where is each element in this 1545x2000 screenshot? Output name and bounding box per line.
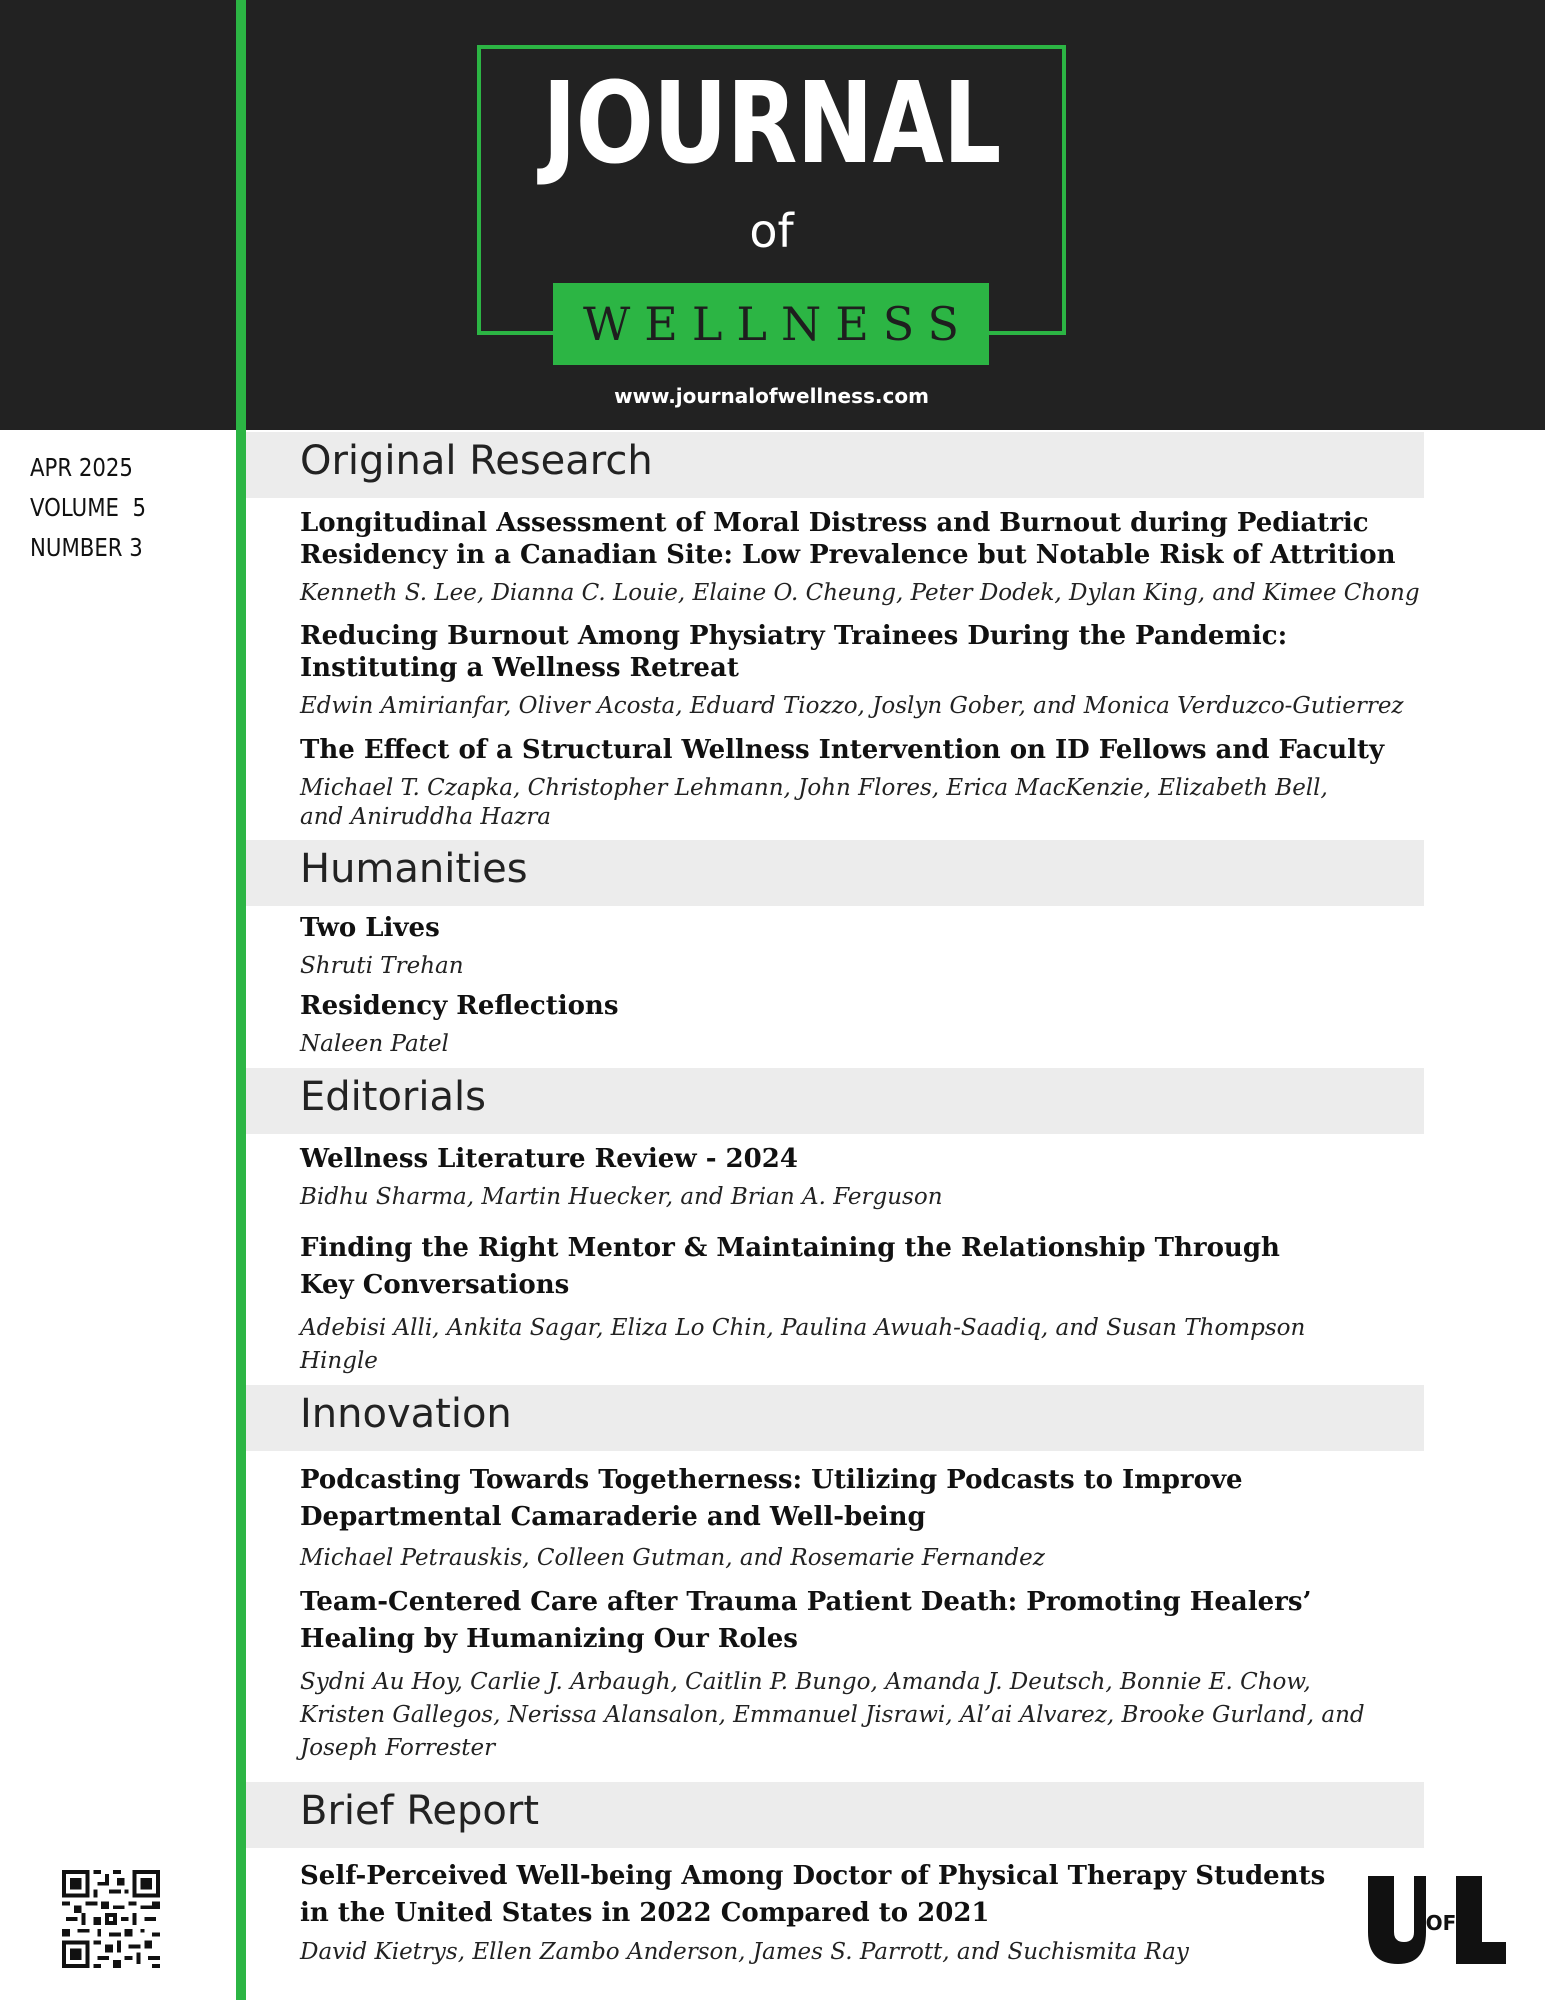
section-editorials [246, 1068, 1424, 1134]
journal-title-of: of [749, 204, 794, 258]
article-title[interactable]: Reducing Burnout Among Physiatry Trainees During the Pandemic: Instituting a Wellness Retreat [300, 621, 1288, 683]
article-title[interactable]: The Effect of a Structural Wellness Intervention on ID Fellows and Faculty [300, 735, 1385, 765]
article-authors: Kenneth S. Lee, Dianna C. Louie, Elaine O. Cheung, Peter Dodek, Dylan King, and Kimee Chong [300, 580, 1420, 606]
section-original-research [246, 432, 1424, 498]
journal-url[interactable]: www.journalofwellness.com [614, 384, 929, 408]
section-heading: Innovation [300, 1391, 512, 1437]
university-logo [1360, 1870, 1510, 1970]
article-authors: Bidhu Sharma, Martin Huecker, and Brian A. Ferguson [300, 1184, 943, 1210]
article[interactable] [300, 1584, 1420, 1765]
article-title[interactable]: Team-Centered Care after Trauma Patient Death: Promoting Healers’ Healing by Humanizing Our Roles [300, 1587, 1312, 1654]
article[interactable] [300, 734, 1420, 832]
article-title[interactable]: Two Lives [300, 913, 440, 943]
article[interactable] [300, 620, 1420, 721]
university-logo-of: OF [1425, 1911, 1457, 1935]
article-authors: Michael T. Czapka, Christopher Lehmann, John Flores, Erica MacKenzie, Elizabeth Bell, and Aniruddha Hazra [300, 775, 1328, 830]
issue-volume: VOLUME 5 [30, 493, 147, 522]
article-title[interactable]: Longitudinal Assessment of Moral Distress and Burnout during Pediatric Residency in a Canadian Site: Low Prevalence but Notable Risk of Attrition [300, 508, 1396, 570]
journal-subtitle: WELLNESS [553, 283, 989, 365]
issue-info [30, 448, 166, 568]
article[interactable] [300, 1462, 1420, 1573]
article-title[interactable]: Self-Perceived Well-being Among Doctor of Physical Therapy Students in the United States in 2022 Compared to 2021 [300, 1861, 1326, 1928]
article-authors: Shruti Trehan [300, 953, 464, 979]
article[interactable] [300, 1858, 1420, 1967]
article-title[interactable]: Podcasting Towards Togetherness: Utilizing Podcasts to Improve Departmental Camaraderie and Well-being [300, 1465, 1243, 1532]
section-brief-report [246, 1782, 1424, 1848]
green-stripe [236, 0, 246, 2000]
section-humanities [246, 840, 1424, 906]
article[interactable] [300, 912, 1420, 981]
section-innovation [246, 1385, 1424, 1451]
article-title[interactable]: Residency Reflections [300, 991, 619, 1021]
section-heading: Original Research [300, 438, 653, 484]
section-heading: Humanities [300, 846, 528, 892]
article-title[interactable]: Finding the Right Mentor & Maintaining the Relationship Through Key Conversations [300, 1233, 1280, 1300]
section-heading: Brief Report [300, 1788, 540, 1834]
article[interactable] [300, 1230, 1420, 1378]
article-authors: Michael Petrauskis, Colleen Gutman, and Rosemarie Fernandez [300, 1545, 1045, 1571]
article-authors: Naleen Patel [300, 1031, 449, 1057]
qr-code-icon[interactable] [62, 1870, 160, 1968]
section-heading: Editorials [300, 1074, 486, 1120]
article-authors: Edwin Amirianfar, Oliver Acosta, Eduard Tiozzo, Joslyn Gober, and Monica Verduzco-Gutierrez [300, 693, 1404, 719]
article-authors: Sydni Au Hoy, Carlie J. Arbaugh, Caitlin P. Bungo, Amanda J. Deutsch, Bonnie E. Chow, Kristen Gallegos, Nerissa Alansalon, Emmanuel Jisrawi, Al’ai Alvarez, Brooke Gurland, and Joseph Forrester [300, 1669, 1365, 1761]
issue-date: APR 2025 [30, 453, 133, 482]
article[interactable] [300, 507, 1420, 608]
article[interactable] [300, 990, 1420, 1059]
article-title[interactable]: Wellness Literature Review - 2024 [300, 1144, 798, 1174]
article-authors: David Kietrys, Ellen Zambo Anderson, James S. Parrott, and Suchismita Ray [300, 1939, 1189, 1965]
issue-number: NUMBER 3 [30, 533, 143, 562]
article-authors: Adebisi Alli, Ankita Sagar, Eliza Lo Chin, Paulina Awuah-Saadiq, and Susan Thompson Hingle [300, 1315, 1306, 1374]
journal-title: JOURNAL [542, 59, 1001, 189]
article[interactable] [300, 1143, 1420, 1212]
